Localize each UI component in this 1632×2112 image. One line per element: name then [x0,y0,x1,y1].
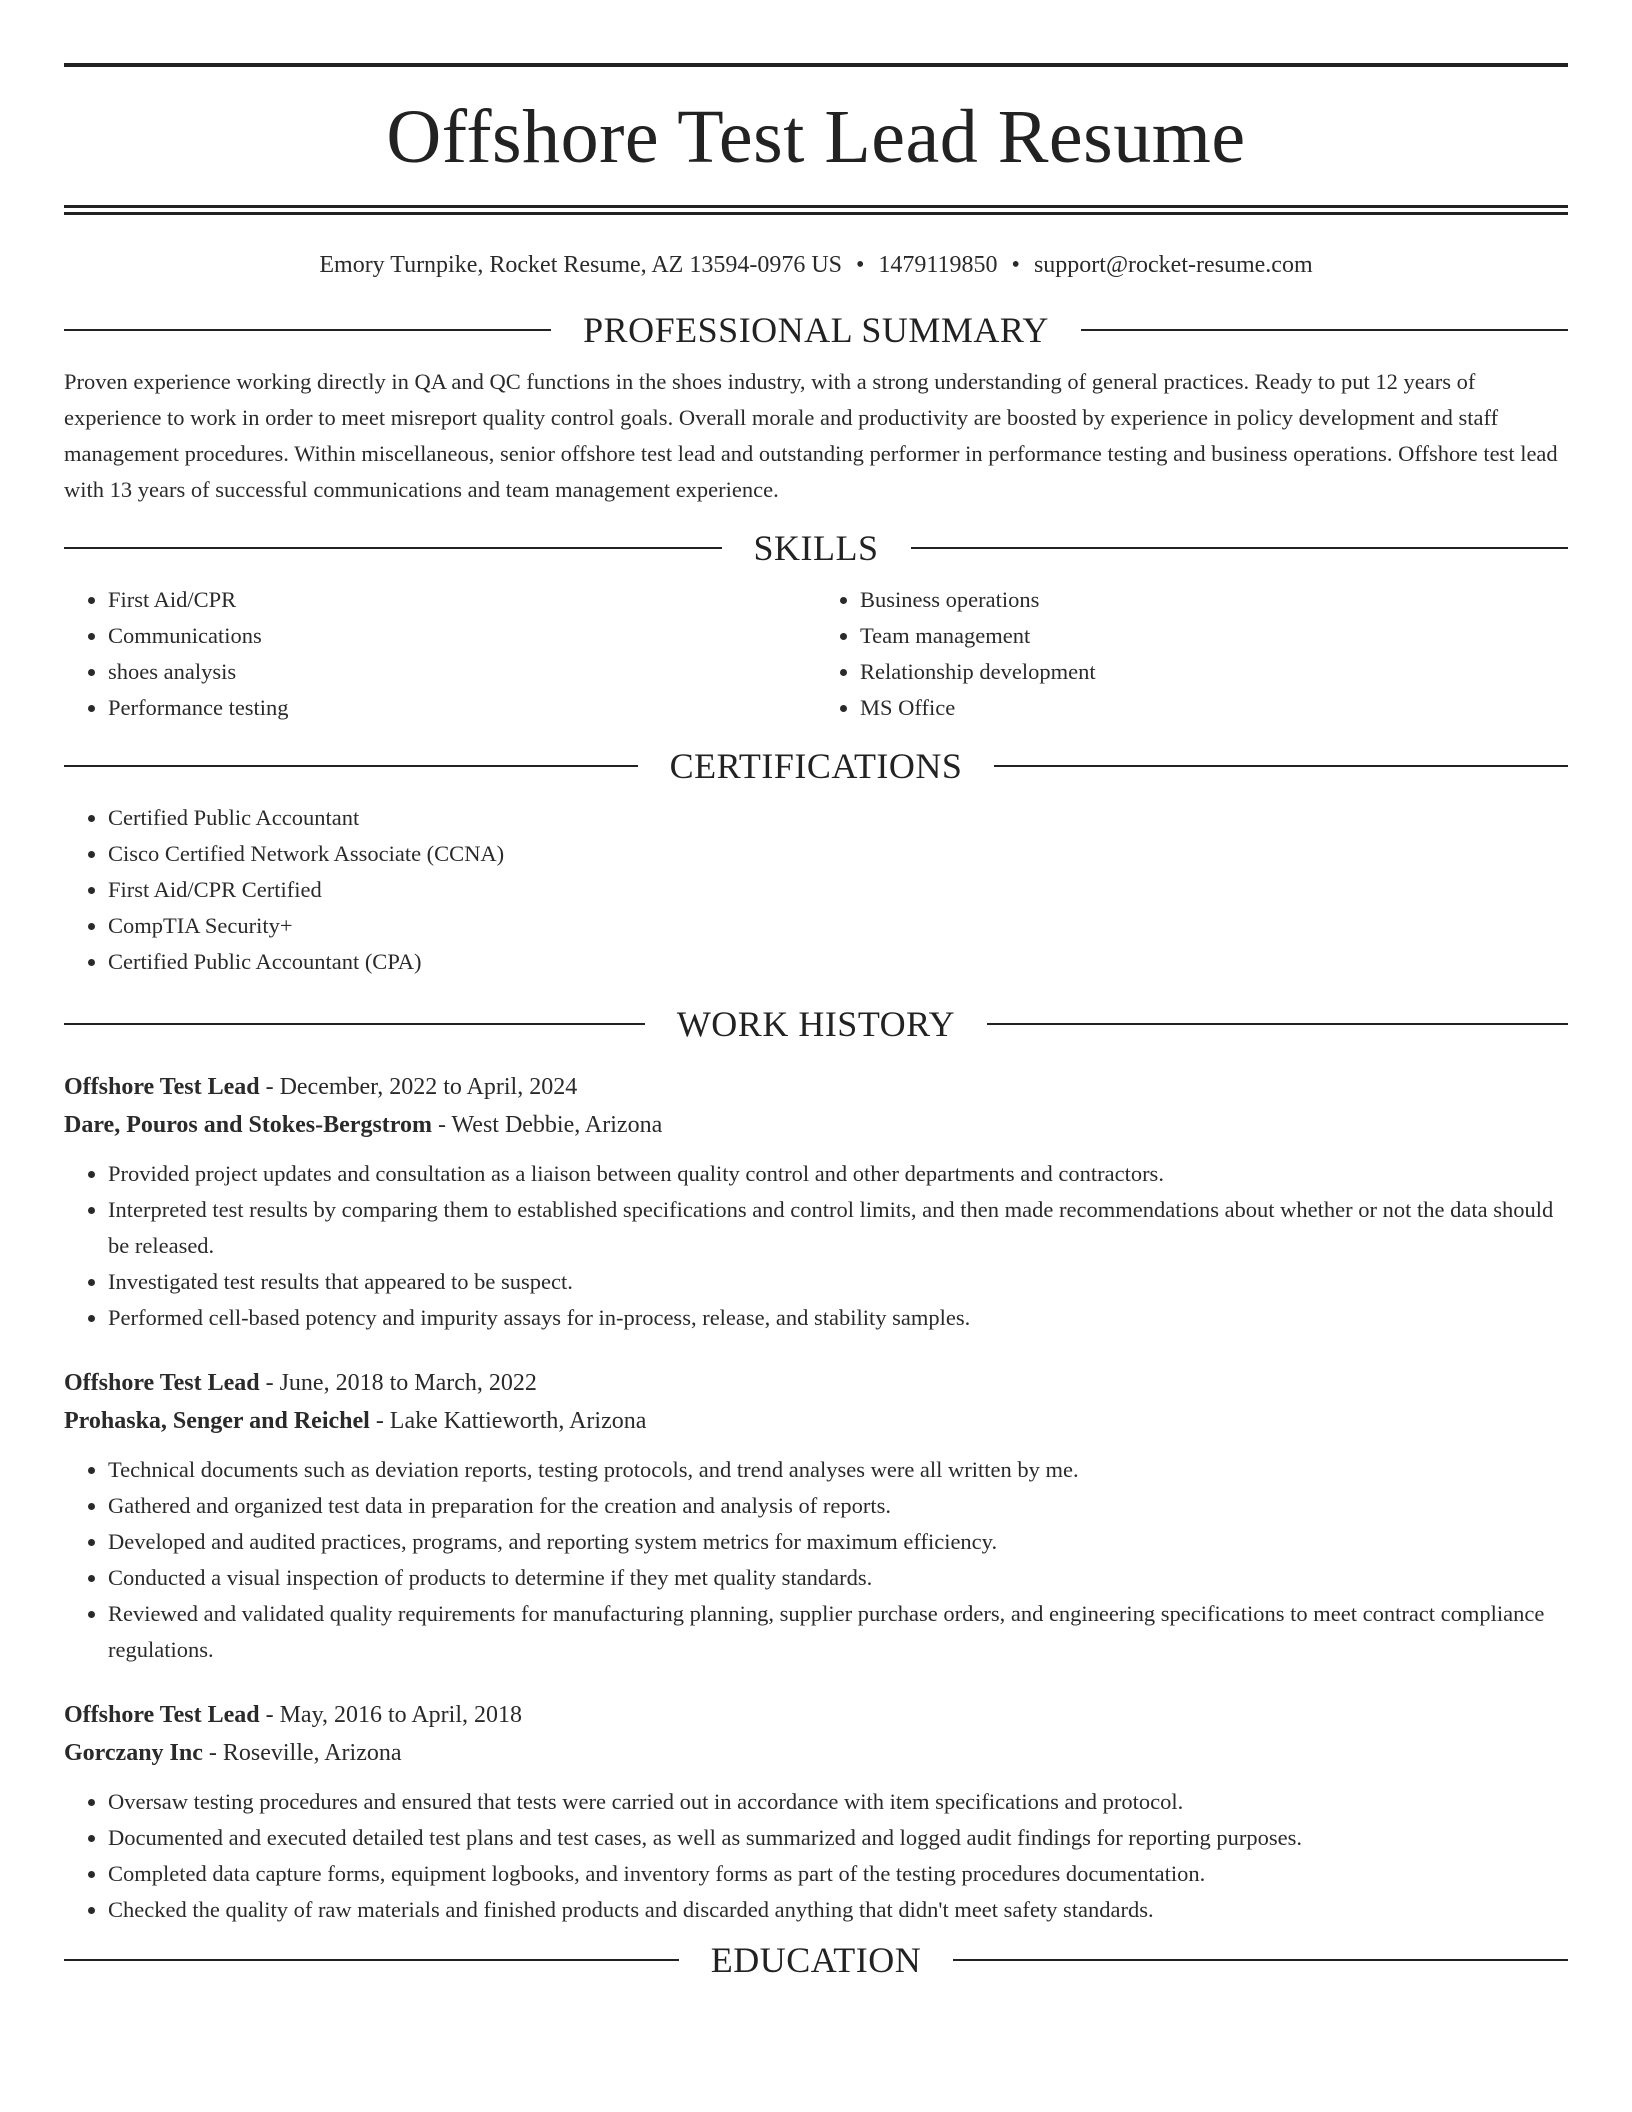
job-entry [64,1068,1568,1336]
job-bullet: • Documented and executed detailed test plans and test cases, as well as summarized and logged audit findings for reporting purposes. [108,1820,1568,1856]
job-title: Offshore Test Lead [64,1702,260,1728]
section-title: PROFESSIONAL SUMMARY [583,310,1049,350]
job-bullets [64,1156,1568,1336]
section-heading-work-history [64,1002,1568,1046]
job-bullet: • Gathered and organized test data in preparation for the creation and analysis of reports. [108,1488,1568,1524]
skills-column-left [64,582,816,726]
contact-line [64,250,1568,280]
skill-item: • shoes analysis [108,654,816,690]
heading-rule [994,765,1568,767]
heading-rule [987,1023,1568,1025]
section-heading-summary [64,308,1568,352]
job-bullet: • Interpreted test results by comparing them to established specifications and control limits, and then made recommendations about whether or not the data should be released. [108,1192,1568,1264]
certification-item: • First Aid/CPR Certified [108,872,1568,908]
top-rule [64,63,1568,67]
job-bullet: • Completed data capture forms, equipment logbooks, and inventory forms as part of the testing procedures documentation. [108,1856,1568,1892]
section-title: WORK HISTORY [676,1004,956,1044]
job-bullet: • Performed cell-based potency and impurity assays for in-process, release, and stability samples. [108,1300,1568,1336]
resume-page [64,0,1568,1982]
contact-separator: • [1011,252,1020,278]
skill-item: • Communications [108,618,816,654]
job-bullet: • Conducted a visual inspection of products to determine if they met quality standards. [108,1560,1568,1596]
summary-text: Proven experience working directly in QA and QC functions in the shoes industry, with a strong understanding of general practices. Ready to put 12 years of experience to work in order to meet misreport quality control goals. Overall morale and productivity are boosted by experience in policy development and staff management procedures. Within miscellaneous, senior offshore test lead and outstanding performer in performance testing and business operations. Offshore test lead with 13 years of successful communications and team management experience. [64,369,1558,502]
job-location: - Lake Kattieworth, Arizona [369,1408,647,1434]
job-title-line [64,1696,1568,1734]
heading-rule [64,1023,645,1025]
heading-rule [911,547,1569,549]
job-title: Offshore Test Lead [64,1074,260,1100]
job-company-line [64,1106,1568,1144]
job-entry [64,1696,1568,1928]
job-bullet: • Reviewed and validated quality requirements for manufacturing planning, supplier purchase orders, and engineering specifications to meet contract compliance regulations. [108,1596,1568,1668]
certifications-list [64,800,1568,980]
job-bullet: • Developed and audited practices, programs, and reporting system metrics for maximum efficiency. [108,1524,1568,1560]
job-bullets [64,1784,1568,1928]
job-company: Gorczany Inc [64,1740,203,1766]
skill-item: • Relationship development [860,654,1568,690]
skill-item: • MS Office [860,690,1568,726]
section-heading-skills [64,526,1568,570]
job-company-line [64,1402,1568,1440]
job-location: - West Debbie, Arizona [432,1112,663,1138]
job-bullet: • Oversaw testing procedures and ensured that tests were carried out in accordance with item specifications and protocol. [108,1784,1568,1820]
skill-item: • Performance testing [108,690,816,726]
certification-item: • CompTIA Security+ [108,908,1568,944]
heading-rule [64,1959,679,1961]
contact-email: support@rocket-resume.com [1033,252,1313,278]
job-company-line [64,1734,1568,1772]
section-title: EDUCATION [710,1940,922,1980]
contact-phone: 1479119850 [878,252,998,278]
heading-rule [953,1959,1568,1961]
section-title: SKILLS [753,528,879,568]
job-dates: - June, 2018 to March, 2022 [259,1370,537,1396]
job-company: Prohaska, Senger and Reichel [64,1408,370,1434]
job-bullet: • Checked the quality of raw materials and finished products and discarded anything that didn't meet safety standards. [108,1892,1568,1928]
job-dates: - December, 2022 to April, 2024 [259,1074,578,1100]
job-location: - Roseville, Arizona [202,1740,402,1766]
job-entry [64,1364,1568,1668]
certification-item: • Certified Public Accountant [108,800,1568,836]
certification-item: • Certified Public Accountant (CPA) [108,944,1568,980]
page-title: Offshore Test Lead Resume [386,95,1246,179]
job-bullet: • Provided project updates and consultation as a liaison between quality control and other departments and contractors. [108,1156,1568,1192]
skills-column-right [816,582,1568,726]
heading-rule [64,765,638,767]
job-bullets [64,1452,1568,1668]
skills-list [64,582,1568,726]
heading-rule [1081,329,1568,331]
job-bullet: • Investigated test results that appeared to be suspect. [108,1264,1568,1300]
contact-separator: • [856,252,865,278]
job-title-line [64,1068,1568,1106]
job-dates: - May, 2016 to April, 2018 [259,1702,523,1728]
skill-item: • Team management [860,618,1568,654]
contact-address: Emory Turnpike, Rocket Resume, AZ 13594-0976 US [319,252,843,278]
title-double-rule [64,205,1568,215]
section-title: CERTIFICATIONS [669,746,963,786]
heading-rule [64,547,722,549]
section-heading-education [64,1938,1568,1982]
section-heading-certifications [64,744,1568,788]
job-bullet: • Technical documents such as deviation reports, testing protocols, and trend analyses were all written by me. [108,1452,1568,1488]
job-title: Offshore Test Lead [64,1370,260,1396]
heading-rule [64,329,551,331]
certification-item: • Cisco Certified Network Associate (CCNA) [108,836,1568,872]
job-title-line [64,1364,1568,1402]
skill-item: • First Aid/CPR [108,582,816,618]
job-company: Dare, Pouros and Stokes-Bergstrom [64,1112,432,1138]
skill-item: • Business operations [860,582,1568,618]
